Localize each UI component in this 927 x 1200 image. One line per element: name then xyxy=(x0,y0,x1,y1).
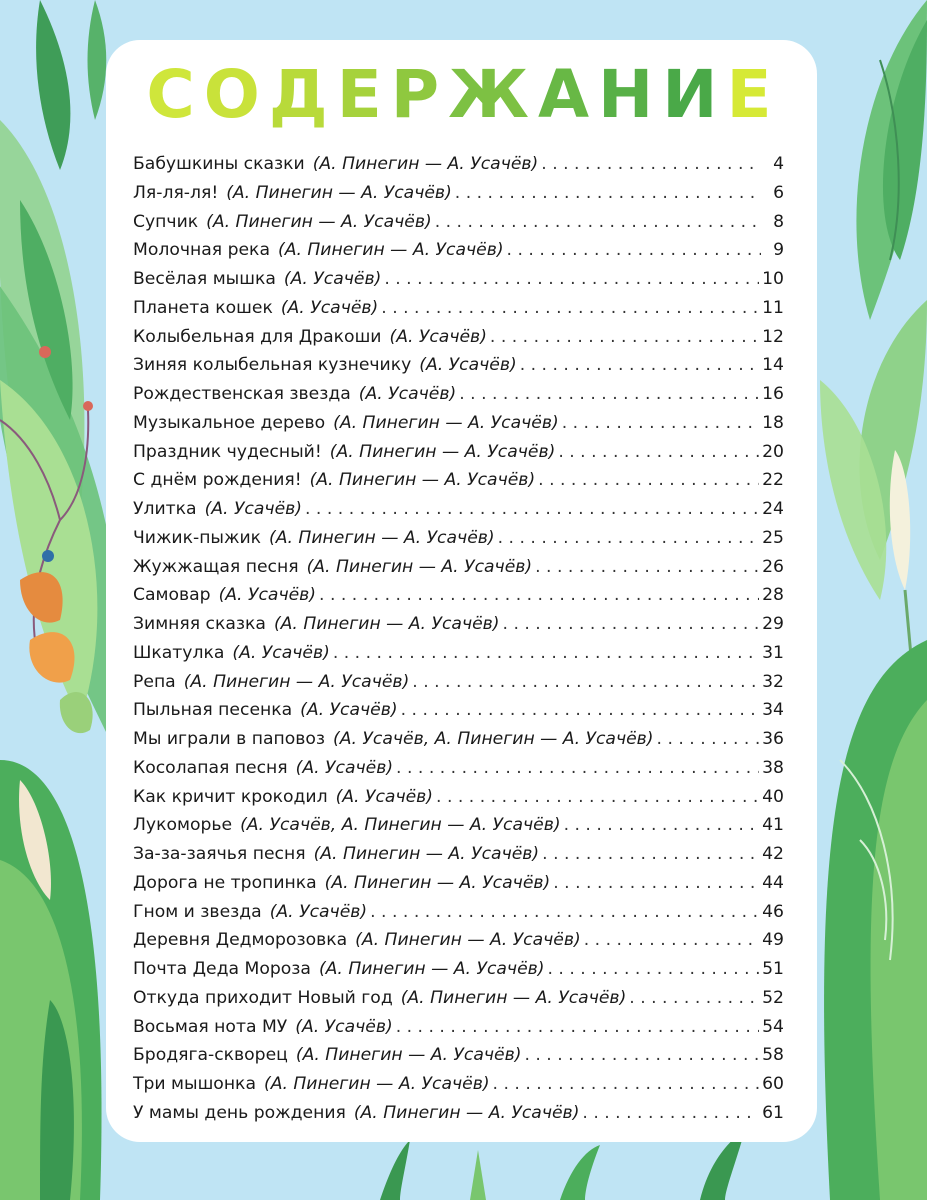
toc-entry-title: Праздник чудесный! xyxy=(133,441,322,462)
toc-leader-dots xyxy=(562,409,759,438)
toc-entry-author: (А. Усачёв) xyxy=(232,642,330,663)
toc-entry-title: Колыбельная для Дракоши xyxy=(133,326,382,347)
toc-leader-dots xyxy=(558,438,759,467)
toc-entry-author: (А. Пинегин — А. Усачёв) xyxy=(329,441,556,462)
toc-entry[interactable] xyxy=(133,265,784,294)
toc-entry[interactable] xyxy=(133,236,784,265)
title-letter: И xyxy=(662,56,727,133)
toc-entry-author: (А. Усачёв, А. Пинегин — А. Усачёв) xyxy=(333,729,654,749)
toc-entry[interactable] xyxy=(133,696,784,725)
toc-leader-dots xyxy=(381,294,759,323)
toc-entry-page: 11 xyxy=(762,297,784,318)
title-letter: Ж xyxy=(448,56,538,133)
toc-entry[interactable] xyxy=(133,438,784,467)
toc-entry-author: (А. Усачёв) xyxy=(269,901,368,922)
toc-entry-page: 58 xyxy=(762,1045,784,1066)
toc-entry[interactable] xyxy=(133,1041,784,1070)
toc-leader-dots xyxy=(401,696,760,725)
toc-entry[interactable] xyxy=(133,495,784,524)
toc-entry-author: (А. Усачёв) xyxy=(295,1016,393,1037)
toc-entry[interactable] xyxy=(133,840,784,869)
toc-entry[interactable] xyxy=(133,639,784,668)
toc-entry[interactable] xyxy=(133,294,784,323)
toc-entry[interactable] xyxy=(133,409,784,438)
toc-entry-page: 18 xyxy=(762,412,784,433)
toc-entry-title: Бабушкины сказки xyxy=(133,154,305,174)
title-letter: Р xyxy=(390,56,449,133)
toc-leader-dots xyxy=(584,926,759,955)
toc-entry-title: Музыкальное дерево xyxy=(133,412,326,433)
toc-entry-title: Бродяга-скворец xyxy=(133,1045,288,1066)
toc-entry-title: Восьмая нота МУ xyxy=(133,1016,288,1037)
toc-entry-page: 42 xyxy=(762,844,784,864)
toc-entry-page: 38 xyxy=(762,757,784,778)
toc-entry[interactable] xyxy=(133,1070,784,1099)
toc-entry-author: (А. Усачёв) xyxy=(218,585,317,606)
toc-entry-page: 6 xyxy=(773,182,784,203)
toc-entry-title: Дорога не тропинка xyxy=(133,872,317,893)
toc-entry-title: Почта Деда Мороза xyxy=(133,959,311,979)
toc-entry[interactable] xyxy=(133,898,784,927)
toc-entry-page: 9 xyxy=(773,240,784,261)
toc-entry-page: 26 xyxy=(762,556,784,577)
toc-entry-page: 31 xyxy=(762,642,784,663)
toc-leader-dots xyxy=(384,265,759,294)
toc-entry-title: Откуда приходит Новый год xyxy=(133,987,393,1008)
toc-entry-author: (А. Усачёв) xyxy=(295,757,394,778)
toc-entry-title: У мамы день рождения xyxy=(133,1102,346,1123)
toc-entry[interactable] xyxy=(133,581,784,610)
toc-entry-title: Рождественская звезда xyxy=(133,384,351,404)
toc-entry-page: 36 xyxy=(762,729,784,749)
toc-entry-author: (А. Пинегин — А. Усачёв) xyxy=(295,1045,522,1066)
toc-entry-title: Весёлая мышка xyxy=(133,269,276,289)
toc-entry-page: 28 xyxy=(762,585,784,606)
toc-entry-title: Молочная река xyxy=(133,240,270,261)
title-letter: Е xyxy=(336,56,391,133)
toc-entry-title: Три мышонка xyxy=(133,1074,256,1094)
toc-leader-dots xyxy=(503,610,760,639)
toc-entry[interactable] xyxy=(133,783,784,812)
toc-entry-title: Жужжащая песня xyxy=(133,556,299,577)
toc-entry-title: Планета кошек xyxy=(133,297,273,318)
toc-entry-page: 16 xyxy=(762,384,784,404)
toc-entry[interactable] xyxy=(133,869,784,898)
toc-leader-dots xyxy=(548,955,760,984)
toc-entry[interactable] xyxy=(133,668,784,697)
toc-leader-dots xyxy=(396,754,759,783)
toc-entry-author: (А. Пинегин — А. Усачёв) xyxy=(355,930,581,951)
toc-entry-page: 20 xyxy=(762,441,784,462)
toc-leader-dots xyxy=(436,783,759,812)
toc-leader-dots xyxy=(455,179,761,208)
toc-entry-page: 51 xyxy=(762,959,784,979)
toc-leader-dots xyxy=(333,639,759,668)
toc-leader-dots xyxy=(435,208,761,237)
toc-entry[interactable] xyxy=(133,179,784,208)
toc-entry-author: (А. Пинегин — А. Усачёв) xyxy=(306,556,533,577)
toc-leader-dots xyxy=(412,668,759,697)
title-letter: С xyxy=(146,56,204,133)
toc-entry[interactable] xyxy=(133,984,784,1013)
toc-entry-title: Улитка xyxy=(133,499,197,519)
toc-entry[interactable] xyxy=(133,351,784,380)
toc-entry-author: (А. Пинегин — А. Усачёв) xyxy=(400,987,627,1008)
toc-entry-author: (А. Пинегин — А. Усачёв) xyxy=(277,240,504,261)
toc-entry-page: 10 xyxy=(762,269,784,289)
toc-entry[interactable] xyxy=(133,380,784,409)
toc-entry-title: Лукоморье xyxy=(133,815,233,836)
toc-entry-page: 24 xyxy=(762,499,784,519)
toc-entry-page: 25 xyxy=(762,527,784,548)
toc-entry[interactable] xyxy=(133,610,784,639)
toc-entry-page: 8 xyxy=(773,211,784,232)
toc-leader-dots xyxy=(490,323,759,352)
toc-entry-page: 60 xyxy=(762,1074,784,1094)
toc-entry-page: 52 xyxy=(762,987,784,1008)
toc-entry-author: (А. Пинегин — А. Усачёв) xyxy=(324,872,551,893)
toc-entry-author: (А. Усачёв) xyxy=(300,700,398,721)
toc-entry-author: (А. Пинегин — А. Усачёв) xyxy=(263,1074,490,1094)
toc-entry[interactable] xyxy=(133,150,784,179)
toc-entry-author: (А. Пинегин — А. Усачёв) xyxy=(206,211,432,232)
toc-leader-dots xyxy=(538,466,759,495)
toc-leader-dots xyxy=(520,351,759,380)
toc-leader-dots xyxy=(564,811,760,840)
toc-entry-author: (А. Усачёв) xyxy=(335,786,434,807)
toc-leader-dots xyxy=(542,840,759,869)
toc-entry-page: 32 xyxy=(762,671,784,692)
toc-leader-dots xyxy=(493,1070,760,1099)
toc-entry-page: 44 xyxy=(762,872,784,893)
toc-entry-page: 41 xyxy=(762,815,784,836)
toc-leader-dots xyxy=(305,495,759,524)
toc-entry-title: Косолапая песня xyxy=(133,757,288,778)
toc-entry[interactable] xyxy=(133,811,784,840)
toc-entry-author: (А. Пинегин — А. Усачёв) xyxy=(183,671,410,692)
toc-entry-title: Как кричит крокодил xyxy=(133,786,328,807)
toc-entry-title: Репа xyxy=(133,671,176,692)
title-letter: Н xyxy=(598,56,663,133)
toc-entry-title: Пыльная песенка xyxy=(133,700,293,721)
toc-entry-title: Зиняя колыбельная кузнечику xyxy=(133,355,412,376)
toc-entry-title: Ля-ля-ля! xyxy=(133,182,219,203)
toc-leader-dots xyxy=(629,984,759,1013)
toc-entry[interactable] xyxy=(133,754,784,783)
toc-entry-author: (А. Пинегин — А. Усачёв) xyxy=(226,182,452,203)
table-of-contents xyxy=(133,150,784,1128)
toc-leader-dots xyxy=(657,725,760,754)
toc-entry[interactable] xyxy=(133,955,784,984)
toc-entry[interactable] xyxy=(133,553,784,582)
toc-entry-title: Чижик-пыжик xyxy=(133,527,262,548)
toc-entry[interactable] xyxy=(133,725,784,754)
toc-entry-author: (А. Пинегин — А. Усачёв) xyxy=(318,959,545,979)
toc-entry[interactable] xyxy=(133,524,784,553)
toc-entry-author: (А. Пинегин — А. Усачёв) xyxy=(273,614,500,634)
toc-entry-author: (А. Усачёв) xyxy=(204,499,302,519)
toc-entry-author: (А. Пинегин — А. Усачёв) xyxy=(309,470,536,491)
toc-entry-page: 14 xyxy=(762,355,784,376)
page-title xyxy=(0,58,927,132)
toc-leader-dots xyxy=(498,524,760,553)
toc-leader-dots xyxy=(524,1041,759,1070)
title-letter: О xyxy=(203,56,269,133)
toc-entry-title: Шкатулка xyxy=(133,642,225,663)
toc-entry-author: (А. Усачёв) xyxy=(358,384,457,404)
toc-leader-dots xyxy=(553,869,759,898)
toc-entry[interactable] xyxy=(133,323,784,352)
toc-entry-author: (А. Усачёв) xyxy=(419,355,517,376)
toc-entry-author: (А. Усачёв, А. Пинегин — А. Усачёв) xyxy=(240,815,561,836)
toc-entry-author: (А. Пинегин — А. Усачёв) xyxy=(269,527,495,548)
toc-leader-dots xyxy=(582,1099,759,1128)
toc-leader-dots xyxy=(370,898,759,927)
toc-entry-author: (А. Усачёв) xyxy=(283,269,382,289)
toc-entry-page: 49 xyxy=(762,930,784,951)
toc-entry-author: (А. Усачёв) xyxy=(389,326,487,347)
toc-leader-dots xyxy=(459,380,759,409)
toc-entry-author: (А. Усачёв) xyxy=(280,297,379,318)
title-letter: Д xyxy=(268,56,337,133)
toc-entry[interactable] xyxy=(133,1099,784,1128)
toc-entry-title: Зимняя сказка xyxy=(133,614,266,634)
toc-entry-title: С днём рождения! xyxy=(133,470,302,491)
title-letter: Е xyxy=(726,56,781,133)
toc-leader-dots xyxy=(319,581,759,610)
toc-leader-dots xyxy=(535,553,759,582)
toc-entry-author: (А. Пинегин — А. Усачёв) xyxy=(312,154,539,174)
toc-entry-title: Супчик xyxy=(133,211,199,232)
toc-entry-page: 4 xyxy=(773,154,784,174)
toc-entry-author: (А. Пинегин — А. Усачёв) xyxy=(353,1102,580,1123)
toc-entry[interactable] xyxy=(133,1013,784,1042)
toc-entry-page: 54 xyxy=(762,1016,784,1037)
toc-entry-author: (А. Пинегин — А. Усачёв) xyxy=(313,844,540,864)
toc-leader-dots xyxy=(541,150,761,179)
toc-entry-title: Гном и звезда xyxy=(133,901,262,922)
title-letter: А xyxy=(537,56,599,133)
toc-entry-title: Деревня Дедморозовка xyxy=(133,930,348,951)
toc-entry-title: За-за-заячья песня xyxy=(133,844,306,864)
toc-leader-dots xyxy=(396,1013,759,1042)
toc-leader-dots xyxy=(507,236,761,265)
toc-entry-page: 34 xyxy=(762,700,784,721)
toc-entry-page: 29 xyxy=(762,614,784,634)
toc-entry[interactable] xyxy=(133,208,784,237)
toc-entry-author: (А. Пинегин — А. Усачёв) xyxy=(333,412,559,433)
toc-entry[interactable] xyxy=(133,926,784,955)
toc-entry-page: 61 xyxy=(762,1102,784,1123)
toc-entry-page: 22 xyxy=(762,470,784,491)
toc-entry-title: Мы играли в паповоз xyxy=(133,729,326,749)
toc-entry-title: Самовар xyxy=(133,585,211,606)
toc-entry[interactable] xyxy=(133,466,784,495)
toc-entry-page: 46 xyxy=(762,901,784,922)
toc-entry-page: 12 xyxy=(762,326,784,347)
toc-entry-page: 40 xyxy=(762,786,784,807)
